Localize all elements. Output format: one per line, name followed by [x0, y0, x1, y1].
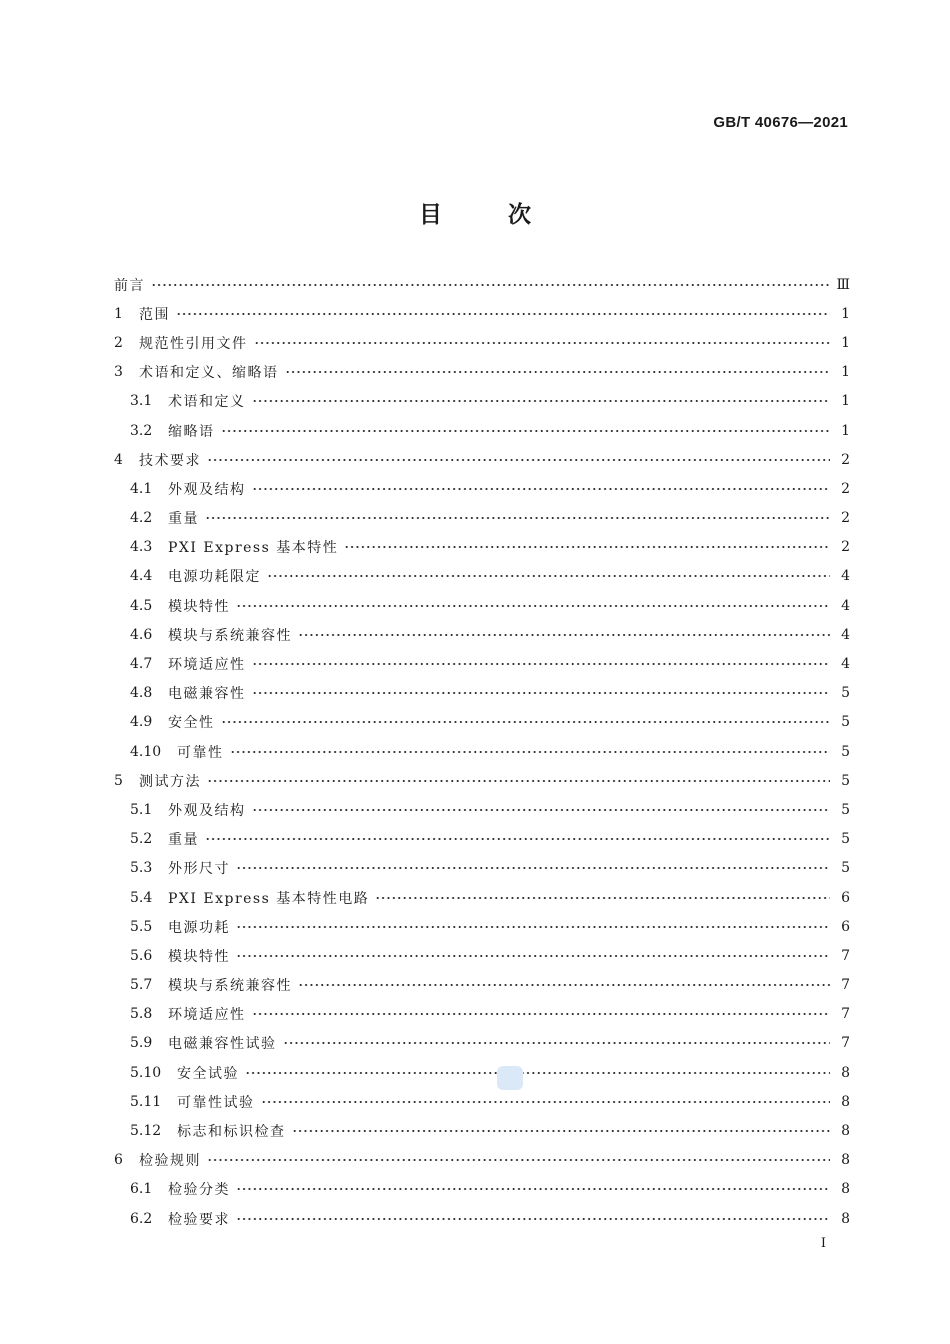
- toc-entry-label: 安全试验: [177, 1065, 239, 1082]
- toc-entry[interactable]: [114, 1204, 850, 1233]
- toc-entry-number: 4.8: [130, 685, 153, 702]
- toc-dot-leader: [221, 425, 831, 437]
- toc-dot-leader: [205, 833, 830, 845]
- toc-entry-page: 7: [841, 1006, 850, 1023]
- toc-entry-number: 5.3: [130, 860, 153, 877]
- toc-entry-number: 4.9: [130, 714, 153, 731]
- toc-entry-page: 8: [841, 1210, 850, 1227]
- toc-entry-label: 技术要求: [139, 452, 201, 469]
- toc-entry-label: 缩略语: [168, 423, 215, 440]
- toc-dot-leader: [176, 308, 830, 320]
- toc-dot-leader: [261, 1096, 831, 1108]
- toc-entry-number: 5.2: [130, 831, 153, 848]
- toc-entry-page: 2: [841, 451, 850, 468]
- toc-entry-number: 5.11: [130, 1093, 162, 1110]
- toc-dot-leader: [252, 687, 831, 699]
- toc-entry-number: 4.1: [130, 480, 153, 497]
- toc-dot-leader: [267, 570, 830, 582]
- toc-entry-number: 5: [114, 772, 123, 789]
- toc-entry-page: 2: [841, 510, 850, 527]
- toc-entry[interactable]: [114, 679, 850, 708]
- toc-entry-page: 2: [841, 539, 850, 556]
- toc-entry-page: 4: [841, 597, 850, 614]
- toc-entry[interactable]: [114, 971, 850, 1000]
- toc-entry-page: 1: [841, 422, 850, 439]
- toc-entry-label: 外形尺寸: [168, 861, 230, 878]
- toc-entry-number: 5.6: [130, 947, 153, 964]
- toc-dot-leader: [207, 775, 830, 787]
- toc-entry[interactable]: [114, 591, 850, 620]
- toc-entry-page: 7: [841, 977, 850, 994]
- toc-entry[interactable]: [114, 1116, 850, 1145]
- toc-entry[interactable]: [114, 445, 850, 474]
- toc-entry-number: 4: [114, 451, 123, 468]
- toc-entry[interactable]: [114, 825, 850, 854]
- toc-dot-leader: [207, 1154, 830, 1166]
- toc-entry[interactable]: [114, 1175, 850, 1204]
- toc-dot-leader: [236, 1213, 830, 1225]
- toc-entry-page: 6: [841, 889, 850, 906]
- toc-entry-page: 5: [841, 860, 850, 877]
- toc-entry-page: 5: [841, 831, 850, 848]
- toc-entry-number: 3: [114, 364, 123, 381]
- footer-page-number: Ⅰ: [820, 1236, 826, 1251]
- toc-entry-page: 5: [841, 743, 850, 760]
- toc-entry-page: 8: [841, 1181, 850, 1198]
- toc-entry-page: 1: [841, 364, 850, 381]
- toc-dot-leader: [254, 337, 831, 349]
- toc-entry-page: 7: [841, 1035, 850, 1052]
- toc-entry-page: 6: [841, 918, 850, 935]
- toc-entry[interactable]: [114, 1029, 850, 1058]
- toc-entry-label: 前言: [114, 277, 145, 294]
- toc-dot-leader: [151, 279, 830, 291]
- standard-code: GB/T 40676—2021: [713, 114, 848, 131]
- toc-entry-label: 电磁兼容性: [168, 686, 246, 703]
- toc-entry-number: 5.5: [130, 918, 153, 935]
- toc-entry[interactable]: [114, 912, 850, 941]
- toc-dot-leader: [205, 512, 830, 524]
- toc-entry[interactable]: [114, 795, 850, 824]
- toc-dot-leader: [207, 454, 830, 466]
- toc-entry-label: 外观及结构: [168, 802, 246, 819]
- toc-dot-leader: [236, 862, 830, 874]
- toc-entry-number: 4.6: [130, 626, 153, 643]
- toc-entry-number: 3.1: [130, 393, 153, 410]
- toc-entry-label: 重量: [168, 511, 199, 528]
- toc-entry[interactable]: [114, 358, 850, 387]
- toc-entry-label: 检验分类: [168, 1182, 230, 1199]
- toc-dot-leader: [285, 366, 831, 378]
- toc-entry-label: 范围: [139, 306, 170, 323]
- toc-entry-label: 重量: [168, 832, 199, 849]
- toc-entry-label: 检验要求: [168, 1211, 230, 1228]
- toc-entry-label: 标志和标识检查: [177, 1124, 286, 1141]
- toc-dot-leader: [236, 1183, 830, 1195]
- toc-entry[interactable]: [114, 620, 850, 649]
- toc-entry-number: 5.10: [130, 1064, 162, 1081]
- toc-entry-page: 8: [841, 1093, 850, 1110]
- toc-entry-label: 测试方法: [139, 773, 201, 790]
- page-title-char-1: 目: [418, 202, 442, 228]
- toc-entry-page: 8: [841, 1064, 850, 1081]
- toc-entry[interactable]: [114, 854, 850, 883]
- toc-entry-number: 4.3: [130, 539, 153, 556]
- toc-entry-page: 5: [841, 685, 850, 702]
- toc-entry-page: 8: [841, 1123, 850, 1140]
- toc-entry-number: 4.2: [130, 510, 153, 527]
- toc-dot-leader: [236, 600, 830, 612]
- toc-entry-label: 术语和定义: [168, 394, 246, 411]
- toc-entry-page: 8: [841, 1152, 850, 1169]
- toc-entry[interactable]: [114, 299, 850, 328]
- toc-dot-leader: [221, 716, 831, 728]
- page-title-char-2: 次: [508, 202, 531, 228]
- toc-dot-leader: [283, 1037, 831, 1049]
- toc-entry-number: 1: [114, 305, 123, 322]
- toc-entry[interactable]: [114, 766, 850, 795]
- toc-dot-leader: [236, 950, 830, 962]
- toc-entry-label: 规范性引用文件: [139, 335, 248, 352]
- toc-entry-page: 1: [841, 334, 850, 351]
- toc-entry[interactable]: [114, 504, 850, 533]
- toc-entry-page: 4: [841, 656, 850, 673]
- toc-dot-leader: [245, 1067, 830, 1079]
- toc-entry-number: 4.7: [130, 656, 153, 673]
- toc-entry-number: 4.10: [130, 743, 162, 760]
- toc-entry[interactable]: [114, 1058, 850, 1087]
- toc-entry[interactable]: [114, 328, 850, 357]
- toc-entry-page: 7: [841, 947, 850, 964]
- toc-entry-page: 1: [841, 305, 850, 322]
- toc-entry-label: 安全性: [168, 715, 215, 732]
- toc-entry-label: 外观及结构: [168, 481, 246, 498]
- toc-entry-label: 术语和定义、缩略语: [139, 365, 279, 382]
- toc-entry-label: PXI Express 基本特性电路: [168, 890, 370, 907]
- toc-dot-leader: [292, 1125, 831, 1137]
- toc-entry[interactable]: [114, 941, 850, 970]
- toc-entry[interactable]: [114, 1000, 850, 1029]
- toc-entry-label: 环境适应性: [168, 657, 246, 674]
- toc-entry-number: 6: [114, 1152, 123, 1169]
- toc-entry-page: Ⅲ: [836, 276, 850, 293]
- toc-entry[interactable]: [114, 474, 850, 503]
- toc-dot-leader: [236, 921, 830, 933]
- toc-entry[interactable]: [114, 1087, 850, 1116]
- toc-entry[interactable]: [114, 270, 850, 299]
- toc-dot-leader: [298, 979, 830, 991]
- toc-entry-page: 2: [841, 480, 850, 497]
- page-title: [0, 196, 950, 229]
- toc-dot-leader: [252, 483, 831, 495]
- toc-entry-label: 模块特性: [168, 598, 230, 615]
- toc-entry-page: 5: [841, 714, 850, 731]
- toc-entry[interactable]: [114, 708, 850, 737]
- toc-dot-leader: [252, 1008, 831, 1020]
- toc-entry-number: 5.9: [130, 1035, 153, 1052]
- toc-entry-label: 模块与系统兼容性: [168, 627, 292, 644]
- watermark-logo: [497, 1066, 523, 1090]
- toc-entry-page: 1: [841, 393, 850, 410]
- toc-entry-number: 2: [114, 334, 123, 351]
- toc-entry-label: 电源功耗限定: [168, 569, 261, 586]
- toc-entry-page: 5: [841, 772, 850, 789]
- toc-dot-leader: [230, 746, 831, 758]
- toc-dot-leader: [252, 395, 831, 407]
- toc-entry[interactable]: [114, 416, 850, 445]
- toc-entry-number: 5.4: [130, 889, 153, 906]
- toc-entry-label: 检验规则: [139, 1153, 201, 1170]
- toc-dot-leader: [252, 658, 831, 670]
- toc-entry[interactable]: [114, 562, 850, 591]
- toc-dot-leader: [344, 541, 830, 553]
- toc-entry-page: 5: [841, 801, 850, 818]
- toc-entry-number: 5.1: [130, 801, 153, 818]
- toc-entry-label: 可靠性: [177, 744, 224, 761]
- toc-entry[interactable]: [114, 1146, 850, 1175]
- toc-entry-label: 电源功耗: [168, 919, 230, 936]
- toc-entry-label: 可靠性试验: [177, 1094, 255, 1111]
- toc-entry-label: PXI Express 基本特性: [168, 540, 339, 557]
- toc-dot-leader: [375, 892, 830, 904]
- toc-entry-label: 电磁兼容性试验: [168, 1036, 277, 1053]
- toc-dot-leader: [252, 804, 831, 816]
- toc-entry-number: 4.5: [130, 597, 153, 614]
- toc-entry-number: 3.2: [130, 422, 153, 439]
- toc-entry[interactable]: [114, 533, 850, 562]
- toc-entry-label: 环境适应性: [168, 1007, 246, 1024]
- toc-entry-number: 5.7: [130, 977, 153, 994]
- toc-entry[interactable]: [114, 883, 850, 912]
- toc-entry-number: 5.8: [130, 1006, 153, 1023]
- toc-entry-number: 6.1: [130, 1181, 153, 1198]
- toc-entry-page: 4: [841, 626, 850, 643]
- toc-entry[interactable]: [114, 649, 850, 678]
- toc-entry-number: 4.4: [130, 568, 153, 585]
- toc-entry-number: 6.2: [130, 1210, 153, 1227]
- toc-entry[interactable]: [114, 387, 850, 416]
- table-of-contents: [114, 270, 850, 1233]
- toc-entry-page: 4: [841, 568, 850, 585]
- toc-entry[interactable]: [114, 737, 850, 766]
- toc-entry-number: 5.12: [130, 1123, 162, 1140]
- toc-dot-leader: [298, 629, 830, 641]
- toc-entry-label: 模块与系统兼容性: [168, 978, 292, 995]
- toc-entry-label: 模块特性: [168, 948, 230, 965]
